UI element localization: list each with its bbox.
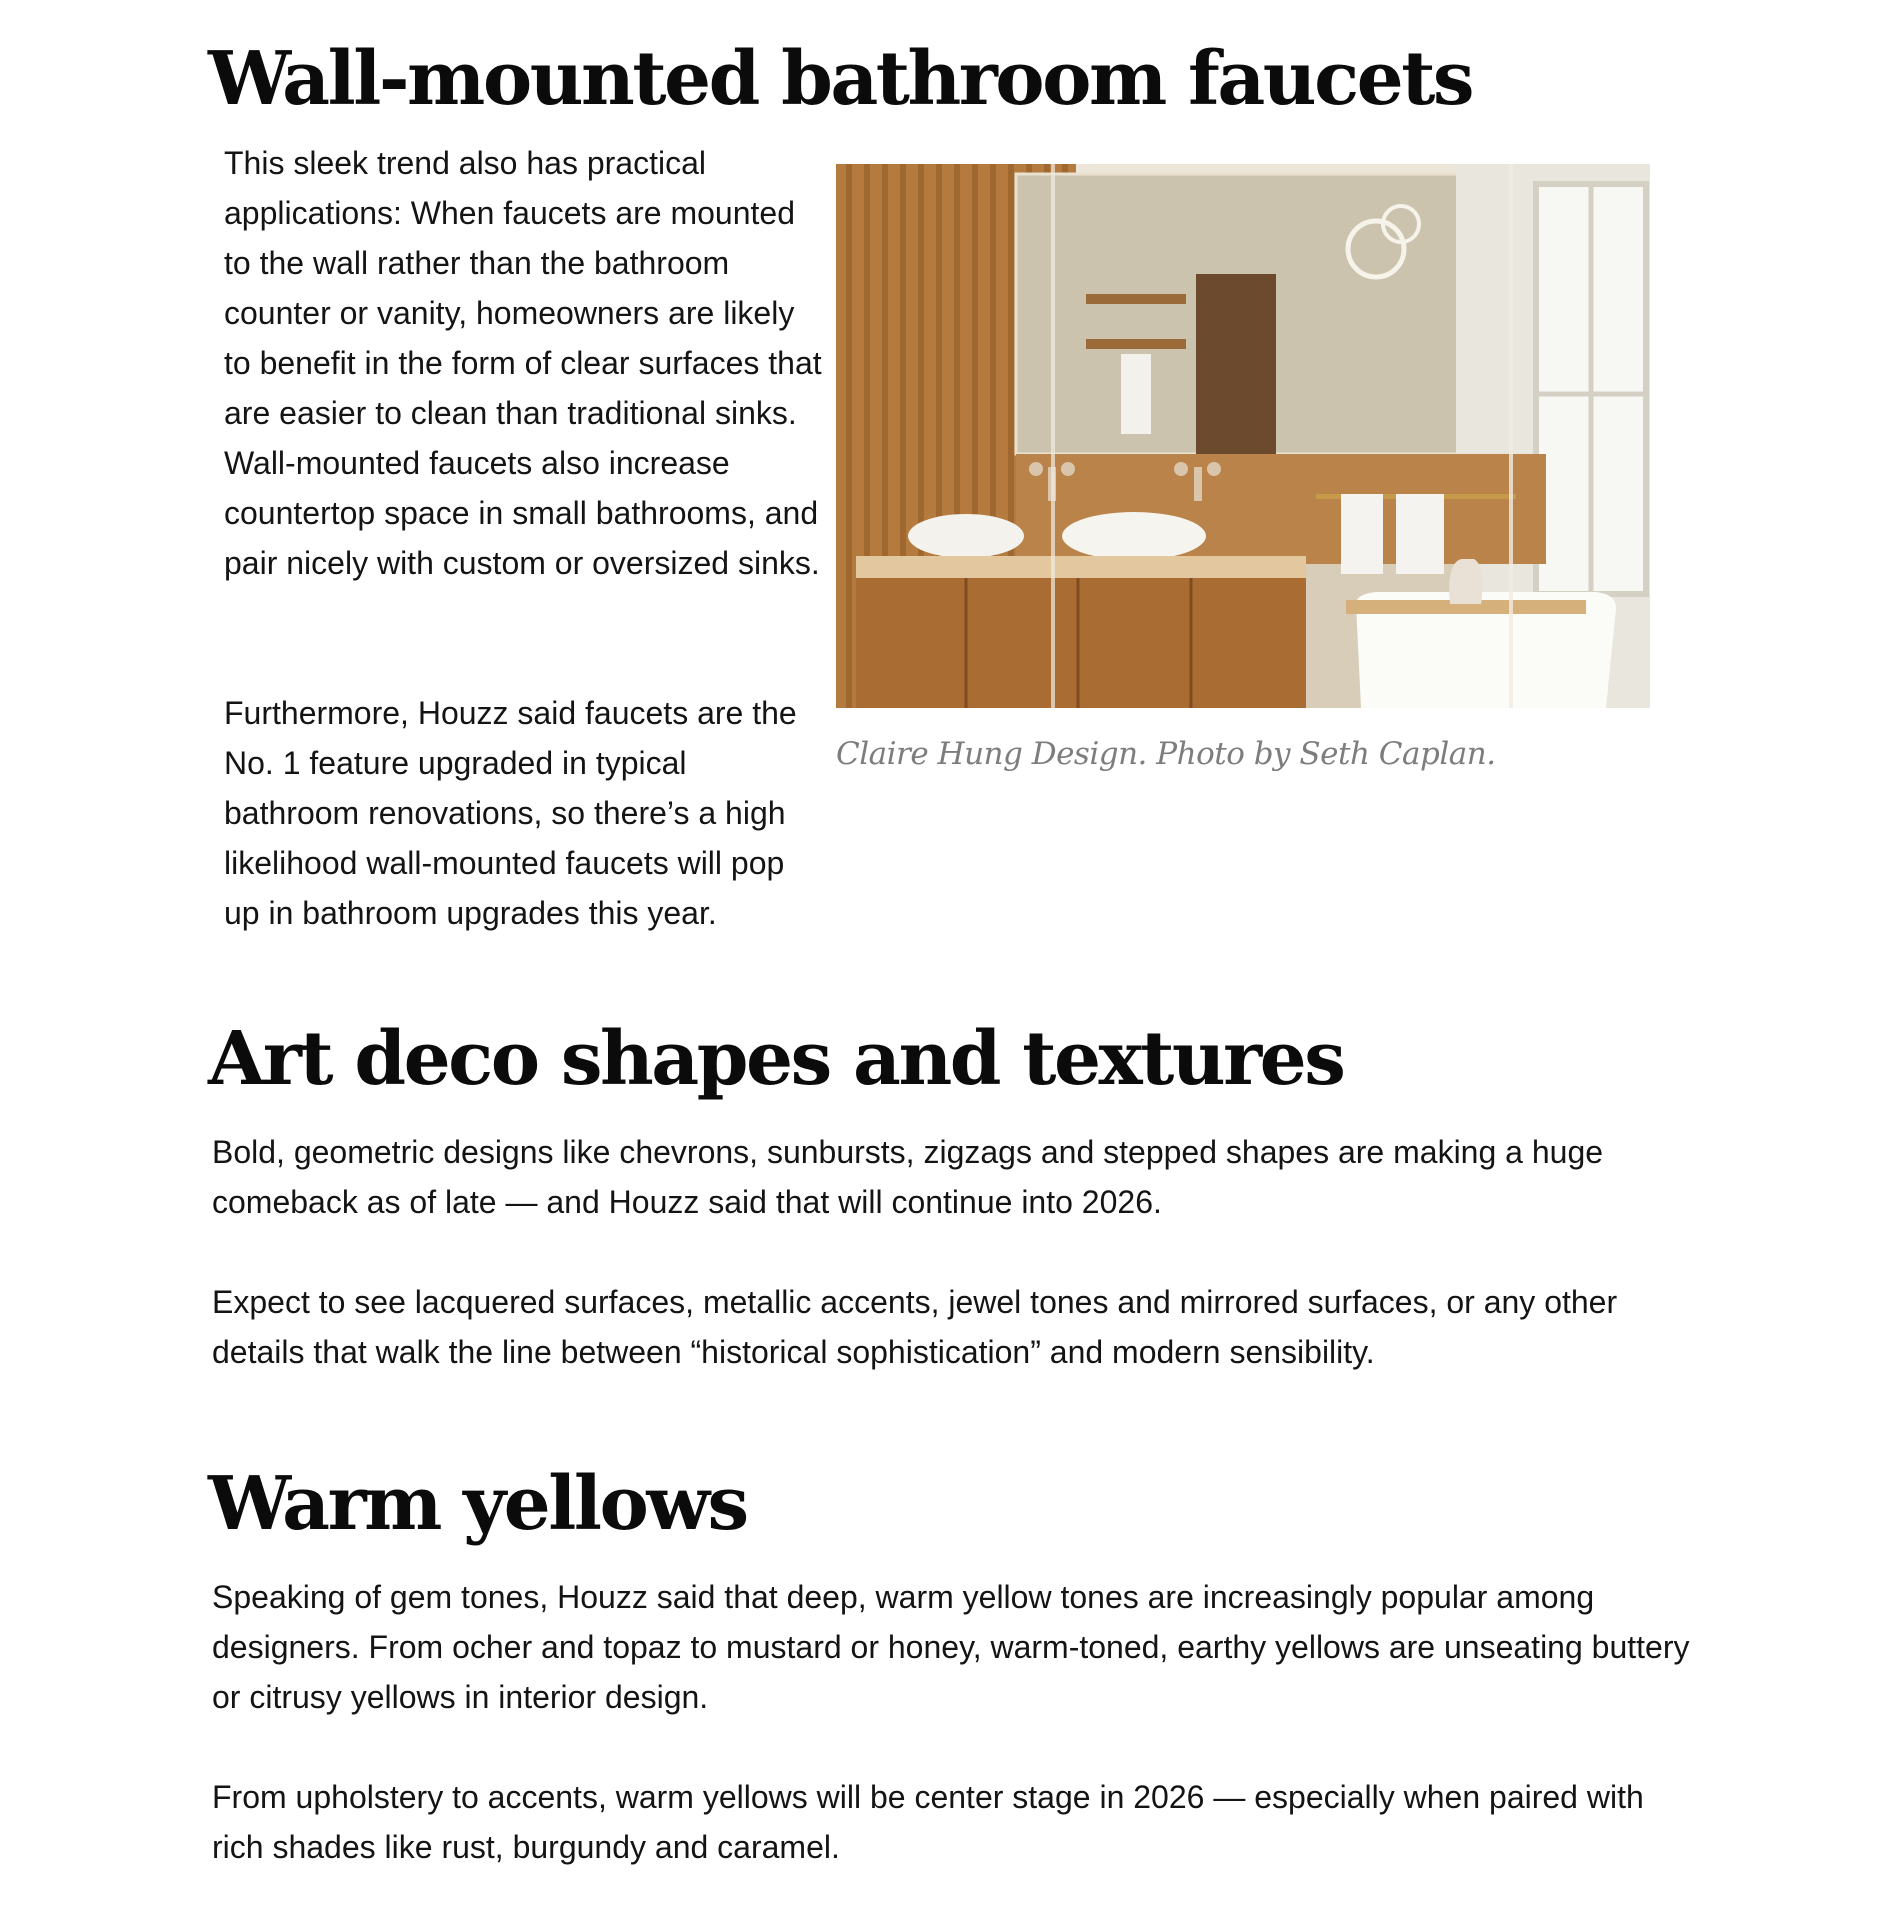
paragraph: This sleek trend also has practical applications: When faucets are mounted to the wall rather than the bathroom counter or vanity, homeowners are likely to benefit in the form of clear surfaces that are easier to clean than traditional sinks. Wall-mounted faucets also increase countertop space in small bathrooms, and pair nicely with custom or oversized sinks. [224,145,822,581]
paragraph: Expect to see lacquered surfaces, metallic accents, jewel tones and mirrored surfaces, or any other details that walk the line between “historical sophistication” and modern sensibility. [212,1284,1618,1370]
paragraph: Speaking of gem tones, Houzz said that deep, warm yellow tones are increasingly popular among designers. From ocher and topaz to mustard or honey, warm-toned, earthy yellows are unseating buttery or citrusy yellows in interior design. [212,1579,1690,1715]
paragraph: Bold, geometric designs like chevrons, sunbursts, zigzags and stepped shapes are making a huge comeback as of late — and Houzz said that will continue into 2026. [212,1134,1604,1220]
bathroom-photo [836,164,1650,708]
bathroom-figure [836,164,1650,773]
paragraph: Furthermore, Houzz said faucets are the No. 1 feature upgraded in typical bathroom renovations, so there’s a high likelihood wall-mounted faucets will pop up in bathroom upgrades this year. [224,695,797,931]
photo-caption: Claire Hung Design. Photo by Seth Caplan. [836,736,1496,772]
section-title-warm-yellows: Warm yellows [208,1461,747,1547]
section-title-wall-mounted-faucets: Wall-mounted bathroom faucets [208,36,1473,122]
section-title-art-deco: Art deco shapes and textures [208,1016,1344,1102]
paragraph: From upholstery to accents, warm yellows will be center stage in 2026 — especially when paired with rich shades like rust, burgundy and caramel. [212,1779,1644,1865]
